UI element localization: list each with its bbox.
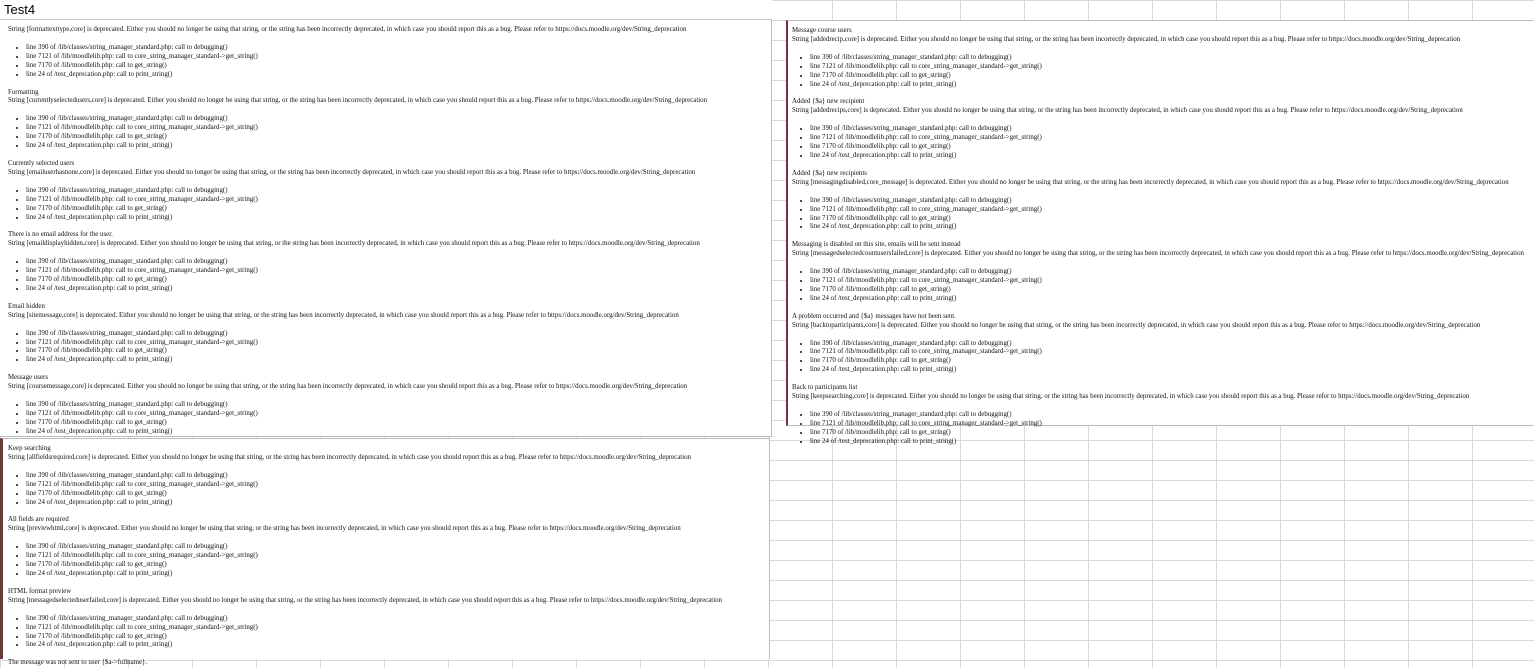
debug-entry xyxy=(792,313,1534,375)
stack-trace-line: • line 7170 of /lib/moodlelib.php: call to get_string() xyxy=(810,429,1534,438)
stack-trace-line: • line 7170 of /lib/moodlelib.php: call to get_string() xyxy=(26,347,771,356)
string-output: Currently selected users xyxy=(8,159,75,167)
stack-trace-line: • line 24 of /test_deprecation.php: call to print_string() xyxy=(26,428,771,437)
stack-trace-line: • line 7121 of /lib/moodlelib.php: call to core_string_manager_standard->get_string() xyxy=(26,196,771,205)
debug-entry xyxy=(792,27,1534,89)
stack-trace-line: • line 390 of /lib/classes/string_manager_standard.php: call to debugging() xyxy=(26,187,771,196)
stack-trace-line: • line 24 of /test_deprecation.php: call to print_string() xyxy=(810,295,1534,304)
stack-trace-line: • line 390 of /lib/classes/string_manager_standard.php: call to debugging() xyxy=(26,330,771,339)
debug-entry xyxy=(8,89,771,151)
stack-trace-line: • line 24 of /test_deprecation.php: call to print_string() xyxy=(26,71,771,80)
stack-trace-line: • line 7121 of /lib/moodlelib.php: call to core_string_manager_standard->get_string() xyxy=(26,124,771,133)
string-output: A problem occurred and {$a} messages have not been sent. xyxy=(792,312,956,320)
stack-trace-line: • line 390 of /lib/classes/string_manager_standard.php: call to debugging() xyxy=(26,401,771,410)
stack-trace-line: • line 7121 of /lib/moodlelib.php: call to core_string_manager_standard->get_string() xyxy=(810,420,1534,429)
deprecation-message: String [addedrecips,core] is deprecated. Either you should no longer be using that string, or the string has been incorrectly deprecated, in which case you should report this as a bug. Please refer to https://docs.moodle.org/dev/String_deprecation xyxy=(792,107,1463,115)
stack-trace xyxy=(8,258,771,294)
stack-trace-line: • line 7170 of /lib/moodlelib.php: call to get_string() xyxy=(26,205,771,214)
stack-trace xyxy=(792,197,1534,233)
stack-trace-line: • line 24 of /test_deprecation.php: call to print_string() xyxy=(26,142,771,151)
deprecation-message: String [messagedselectedcountusersfailed,core] is deprecated. Either you should no longer be using that string, or the string has been incorrectly deprecated, in which case you should report this as a bug. Please refer to https://docs.moodle.org/dev/String_deprecation xyxy=(792,250,1524,258)
stack-trace-line: • line 390 of /lib/classes/string_manager_standard.php: call to debugging() xyxy=(810,125,1534,134)
stack-trace-line: • line 24 of /test_deprecation.php: call to print_string() xyxy=(26,499,769,508)
stack-trace xyxy=(8,187,771,223)
debug-entry xyxy=(8,588,769,650)
stack-trace-line: • line 7170 of /lib/moodlelib.php: call to get_string() xyxy=(810,215,1534,224)
stack-trace xyxy=(8,115,771,151)
stack-trace-line: • line 7170 of /lib/moodlelib.php: call to get_string() xyxy=(26,62,771,71)
stack-trace-line: • line 24 of /test_deprecation.php: call to print_string() xyxy=(810,152,1534,161)
string-output: Messaging is disabled on this site, emails will be sent instead xyxy=(792,241,961,249)
stack-trace-line: • line 390 of /lib/classes/string_manager_standard.php: call to debugging() xyxy=(810,340,1534,349)
deprecation-message: String [emaildisplayhidden,core] is deprecated. Either you should no longer be using that string, or the string has been incorrectly deprecated, in which case you should report this as a bug. Please refer to https://docs.moodle.org/dev/String_deprecation xyxy=(8,240,700,248)
stack-trace-line: • line 390 of /lib/classes/string_manager_standard.php: call to debugging() xyxy=(810,411,1534,420)
stack-trace-line: • line 7121 of /lib/moodlelib.php: call to core_string_manager_standard->get_string() xyxy=(26,267,771,276)
string-output: Added {$a} new recipients xyxy=(792,169,867,177)
stack-trace-line: • line 24 of /test_deprecation.php: call to print_string() xyxy=(810,81,1534,90)
string-output: Back to participants list xyxy=(792,384,858,392)
debug-panel-bottom xyxy=(0,438,770,667)
deprecation-message: String [formattexttype,core] is deprecated. Either you should no longer be using that string, or the string has been incorrectly deprecated, in which case you should report this as a bug. Please refer to https://docs.moodle.org/dev/String_deprecation xyxy=(8,26,687,33)
stack-trace-line: • line 390 of /lib/classes/string_manager_standard.php: call to debugging() xyxy=(26,472,769,481)
string-output: Message users xyxy=(8,374,48,382)
stack-trace-line: • line 390 of /lib/classes/string_manager_standard.php: call to debugging() xyxy=(26,615,769,624)
debug-entry xyxy=(792,241,1534,303)
stack-trace-line: • line 7170 of /lib/moodlelib.php: call to get_string() xyxy=(810,143,1534,152)
stack-trace-line: • line 390 of /lib/classes/string_manager_standard.php: call to debugging() xyxy=(26,44,771,53)
deprecation-message: String [backtoparticipants,core] is deprecated. Either you should no longer be using that string, or the string has been incorrectly deprecated, in which case you should report this as a bug. Please refer to https://docs.moodle.org/dev/String_deprecation xyxy=(792,321,1481,329)
deprecation-message: String [allfieldsrequired,core] is deprecated. Either you should no longer be using that string, or the string has been incorrectly deprecated, in which case you should report this as a bug. Please refer to https://docs.moodle.org/dev/String_deprecation xyxy=(8,453,692,461)
stack-trace-line: • line 390 of /lib/classes/string_manager_standard.php: call to debugging() xyxy=(26,258,771,267)
sheet-title: Test4 xyxy=(0,0,772,20)
stack-trace-line: • line 7170 of /lib/moodlelib.php: call to get_string() xyxy=(26,633,769,642)
stack-trace-line: • line 7170 of /lib/moodlelib.php: call to get_string() xyxy=(26,276,771,285)
stack-trace-line: • line 7170 of /lib/moodlelib.php: call to get_string() xyxy=(810,357,1534,366)
deprecation-message: String [keepsearching,core] is deprecated. Either you should no longer be using that string, or the string has been incorrectly deprecated, in which case you should report this as a bug. Please refer to https://docs.moodle.org/dev/String_deprecation xyxy=(792,393,1470,401)
stack-trace xyxy=(792,125,1534,161)
stack-trace-line: • line 7121 of /lib/moodlelib.php: call to core_string_manager_standard->get_string() xyxy=(26,552,769,561)
stack-trace-line: • line 7170 of /lib/moodlelib.php: call to get_string() xyxy=(26,561,769,570)
stack-trace-line: • line 24 of /test_deprecation.php: call to print_string() xyxy=(26,285,771,294)
debug-entry xyxy=(8,160,771,222)
stack-trace xyxy=(8,615,769,651)
stack-trace-line: • line 7121 of /lib/moodlelib.php: call to core_string_manager_standard->get_string() xyxy=(810,134,1534,143)
stack-trace-line: • line 24 of /test_deprecation.php: call to print_string() xyxy=(26,570,769,579)
stack-trace xyxy=(8,401,771,437)
stack-trace xyxy=(792,411,1534,447)
string-output: The message was not sent to user {$a->fullname}. xyxy=(8,659,148,667)
string-output: Message course users xyxy=(792,27,852,34)
debug-entry xyxy=(8,374,771,436)
debug-entry xyxy=(8,26,771,80)
stack-trace-line: • line 390 of /lib/classes/string_manager_standard.php: call to debugging() xyxy=(26,115,771,124)
stack-trace xyxy=(8,330,771,366)
debug-entry xyxy=(792,384,1534,446)
string-output: There is no email address for the user. xyxy=(8,231,113,239)
string-output: Keep searching xyxy=(8,445,51,452)
stack-trace-line: • line 7121 of /lib/moodlelib.php: call to core_string_manager_standard->get_string() xyxy=(810,277,1534,286)
deprecation-message: String [coursemessage,core] is deprecated. Either you should no longer be using that string, or the string has been incorrectly deprecated, in which case you should report this as a bug. Please refer to https://docs.moodle.org/dev/String_deprecation xyxy=(8,383,688,391)
stack-trace xyxy=(8,472,769,508)
stack-trace-line: • line 390 of /lib/classes/string_manager_standard.php: call to debugging() xyxy=(810,268,1534,277)
deprecation-message: String [messagingdisabled,core_message] is deprecated. Either you should no longer be using that string, or the string has been incorrectly deprecated, in which case you should report this as a bug. Please refer to https://docs.moodle.org/dev/String_deprecation xyxy=(792,178,1509,186)
stack-trace-line: • line 24 of /test_deprecation.php: call to print_string() xyxy=(810,438,1534,447)
debug-panel-right xyxy=(786,20,1534,445)
stack-trace-line: • line 7121 of /lib/moodlelib.php: call to core_string_manager_standard->get_string() xyxy=(26,624,769,633)
deprecation-message: String [emailuserhasnone,core] is deprecated. Either you should no longer be using that string, or the string has been incorrectly deprecated, in which case you should report this as a bug. Please refer to https://docs.moodle.org/dev/String_deprecation xyxy=(8,168,696,176)
stack-trace-line: • line 24 of /test_deprecation.php: call to print_string() xyxy=(26,356,771,365)
stack-trace xyxy=(8,543,769,579)
debug-entry xyxy=(8,516,769,578)
debug-entry xyxy=(792,98,1534,160)
stack-trace-line: • line 7121 of /lib/moodlelib.php: call to core_string_manager_standard->get_string() xyxy=(810,348,1534,357)
stack-trace-line: • line 7170 of /lib/moodlelib.php: call to get_string() xyxy=(26,419,771,428)
string-output: Formatting xyxy=(8,88,39,96)
stack-trace-line: • line 7121 of /lib/moodlelib.php: call to core_string_manager_standard->get_string() xyxy=(810,206,1534,215)
debug-entry xyxy=(8,231,771,293)
string-output: Added {$a} new recipient xyxy=(792,98,865,106)
string-output: HTML format preview xyxy=(8,587,72,595)
deprecation-message: String [currentlyselectedusers,core] is deprecated. Either you should no longer be using that string, or the string has been incorrectly deprecated, in which case you should report this as a bug. Please refer to https://docs.moodle.org/dev/String_deprecation xyxy=(8,97,708,105)
deprecation-message: String [addedrecip,core] is deprecated. Either you should no longer be using that string, or the string has been incorrectly deprecated, in which case you should report this as a bug. Please refer to https://docs.moodle.org/dev/String_deprecation xyxy=(792,35,1461,43)
stack-trace-line: • line 7170 of /lib/moodlelib.php: call to get_string() xyxy=(26,133,771,142)
stack-trace-line: • line 7121 of /lib/moodlelib.php: call to core_string_manager_standard->get_string() xyxy=(26,53,771,62)
stack-trace-line: • line 7170 of /lib/moodlelib.php: call to get_string() xyxy=(26,490,769,499)
debug-entry xyxy=(8,445,769,507)
deprecation-message: String [sitemessage,core] is deprecated. Either you should no longer be using that string, or the string has been incorrectly deprecated, in which case you should report this as a bug. Please refer to https://docs.moodle.org/dev/String_deprecation xyxy=(8,311,679,319)
stack-trace-line: • line 7121 of /lib/moodlelib.php: call to core_string_manager_standard->get_string() xyxy=(26,481,769,490)
stack-trace-line: • line 7121 of /lib/moodlelib.php: call to core_string_manager_standard->get_string() xyxy=(810,63,1534,72)
stack-trace-line: • line 390 of /lib/classes/string_manager_standard.php: call to debugging() xyxy=(810,54,1534,63)
stack-trace-line: • line 24 of /test_deprecation.php: call to print_string() xyxy=(26,214,771,223)
string-output: Email hidden xyxy=(8,302,45,310)
stack-trace-line: • line 7121 of /lib/moodlelib.php: call to core_string_manager_standard->get_string() xyxy=(26,410,771,419)
deprecation-message: String [messagedselecteduserfailed,core] is deprecated. Either you should no longer be using that string, or the string has been incorrectly deprecated, in which case you should report this as a bug. Please refer to https://docs.moodle.org/dev/String_deprecation xyxy=(8,596,722,604)
stack-trace xyxy=(792,268,1534,304)
deprecation-message: String [previewhtml,core] is deprecated. Either you should no longer be using that string, or the string has been incorrectly deprecated, in which case you should report this as a bug. Please refer to https://docs.moodle.org/dev/String_deprecation xyxy=(8,525,681,533)
debug-entry xyxy=(8,303,771,365)
stack-trace-line: • line 7121 of /lib/moodlelib.php: call to core_string_manager_standard->get_string() xyxy=(26,339,771,348)
stack-trace-line: • line 390 of /lib/classes/string_manager_standard.php: call to debugging() xyxy=(810,197,1534,206)
stack-trace xyxy=(792,340,1534,376)
debug-entry xyxy=(792,170,1534,232)
string-output: All fields are required xyxy=(8,516,69,524)
stack-trace-line: • line 24 of /test_deprecation.php: call to print_string() xyxy=(810,223,1534,232)
stack-trace-line: • line 24 of /test_deprecation.php: call to print_string() xyxy=(810,366,1534,375)
stack-trace xyxy=(8,44,771,80)
stack-trace-line: • line 7170 of /lib/moodlelib.php: call to get_string() xyxy=(810,72,1534,81)
stack-trace-line: • line 390 of /lib/classes/string_manager_standard.php: call to debugging() xyxy=(26,543,769,552)
debug-panel-left xyxy=(0,20,772,437)
stack-trace xyxy=(792,54,1534,90)
stack-trace-line: • line 24 of /test_deprecation.php: call to print_string() xyxy=(26,641,769,650)
stack-trace-line: • line 7170 of /lib/moodlelib.php: call to get_string() xyxy=(810,286,1534,295)
